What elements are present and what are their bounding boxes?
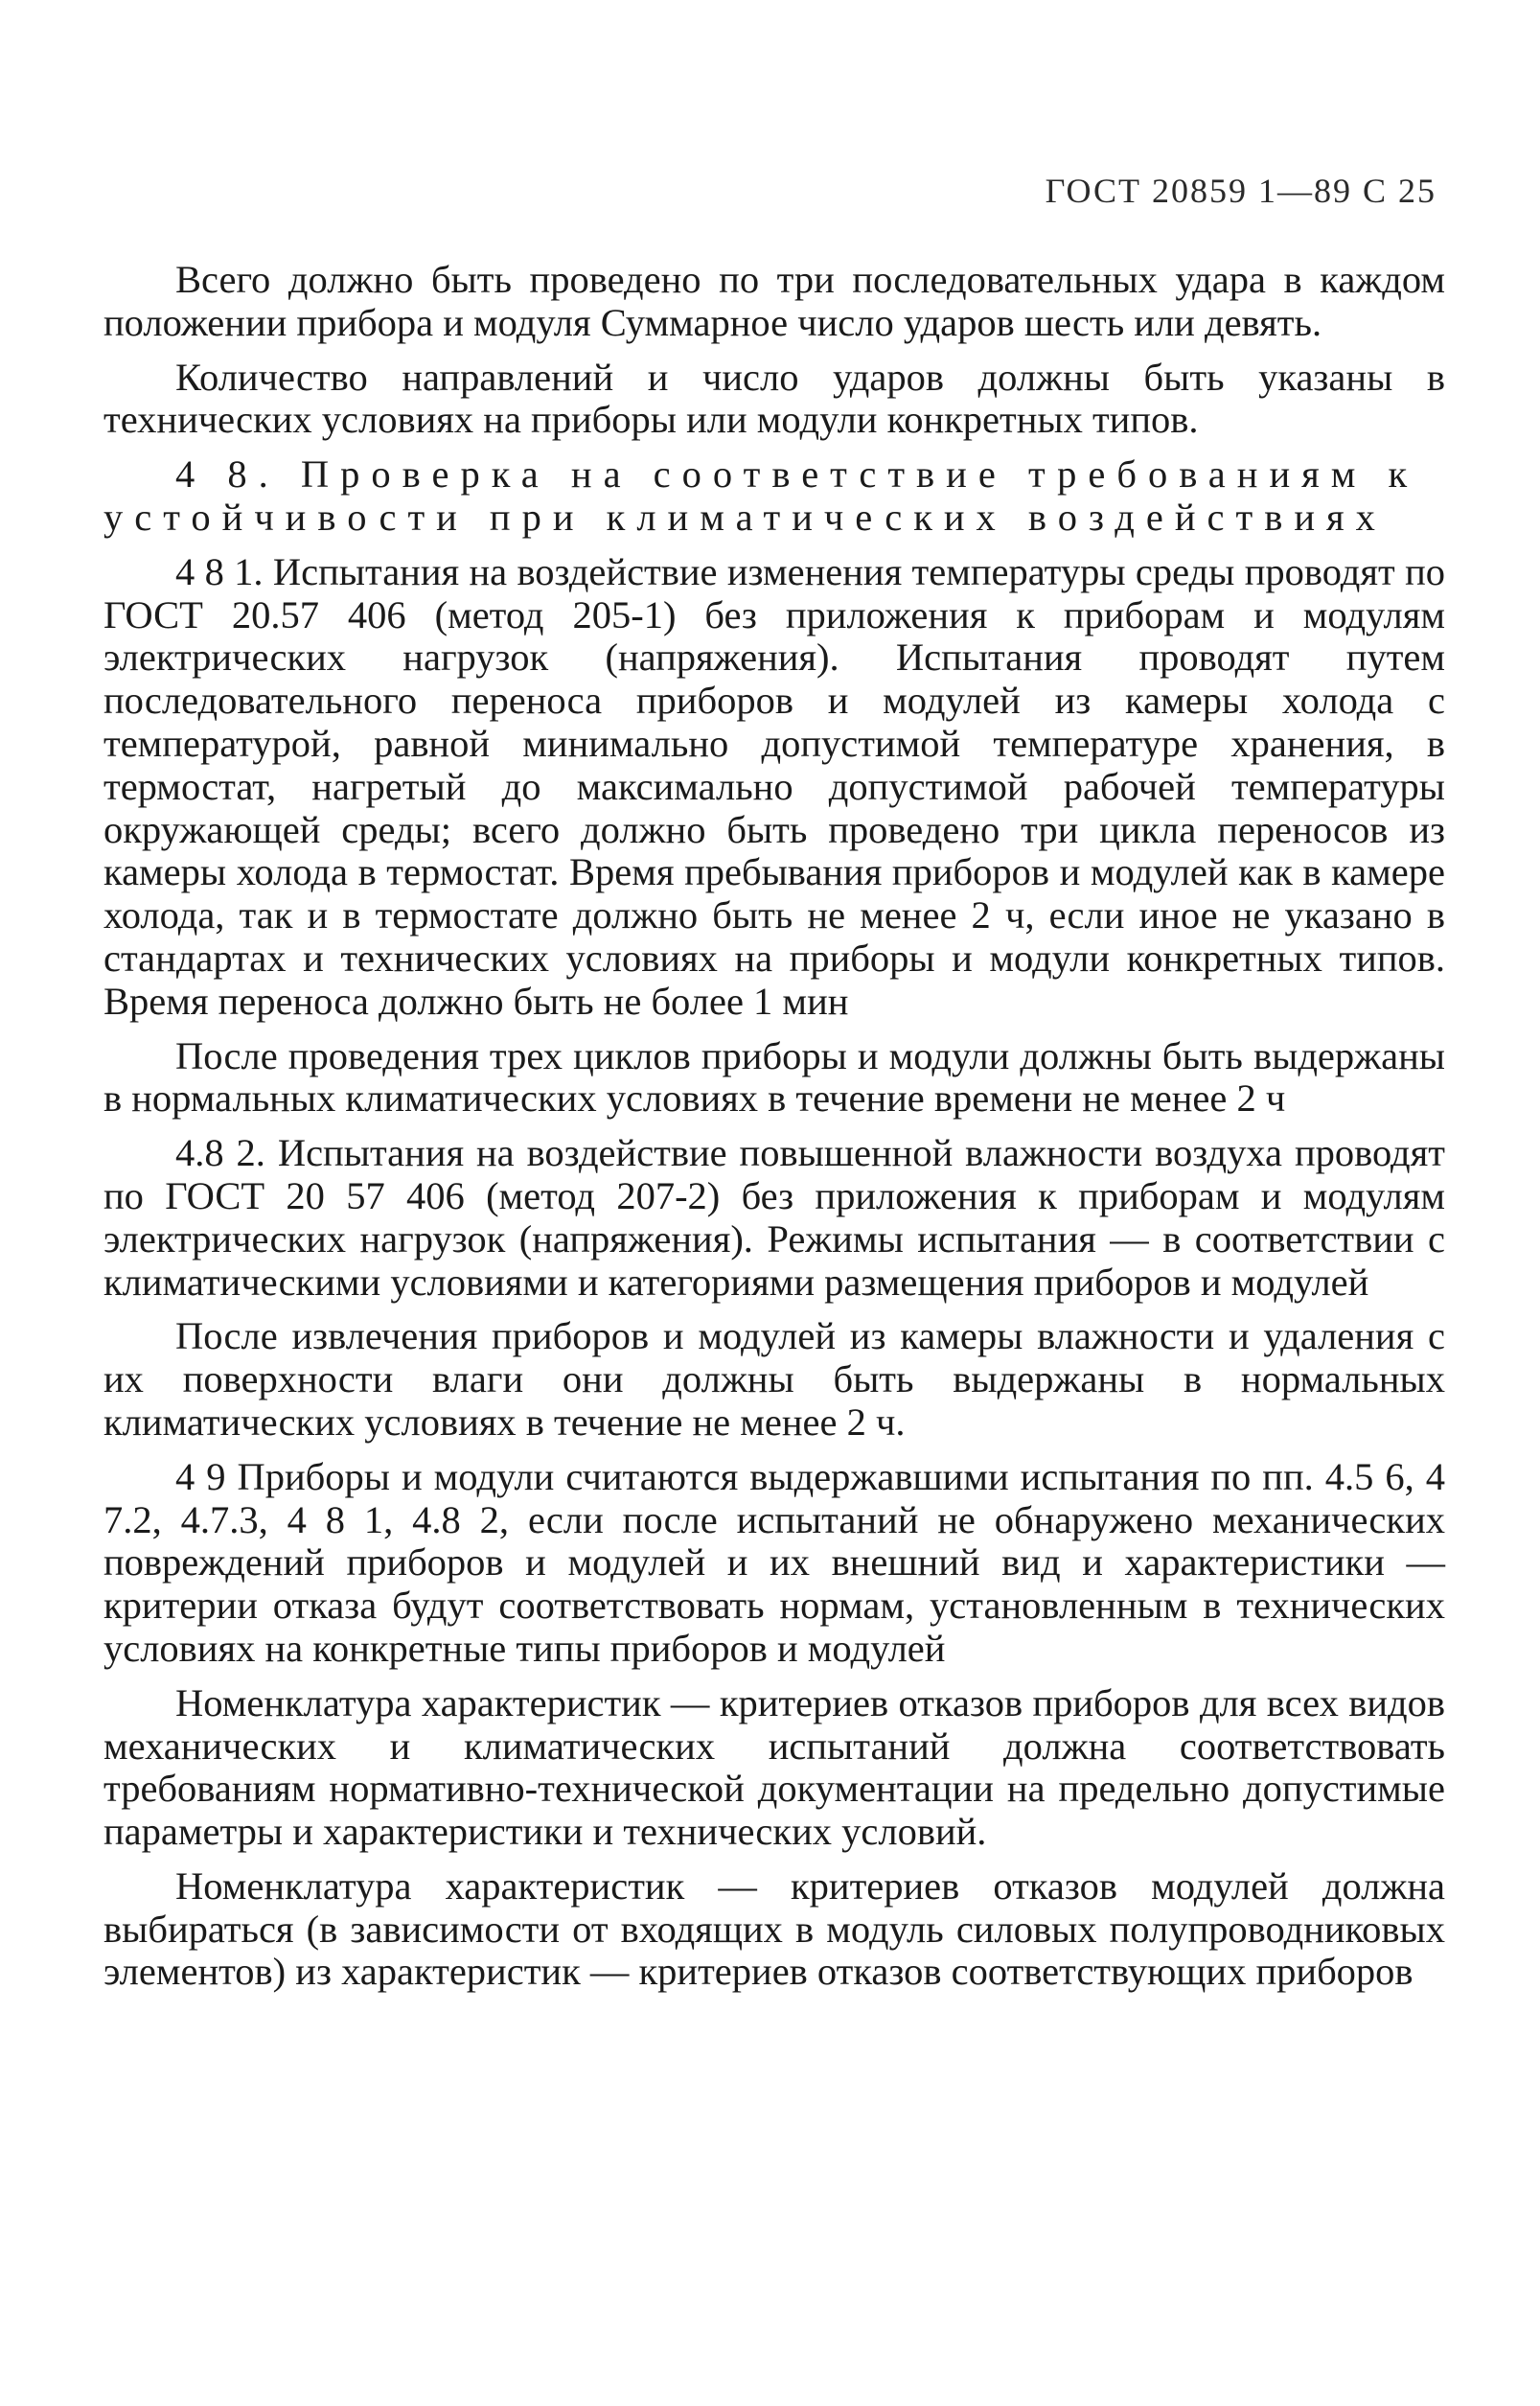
paragraph: Номенклатура характеристик — критериев отказов приборов для всех видов механических и климатических испытаний должна соответствовать требованиям нормативно-технической документации на предельно допустимые параметры и характеристики и технических условий. [103,1680,1445,1854]
paragraph: 4 9 Приборы и модули считаются выдержавшими испытания по пп. 4.5 6, 4 7.2, 4.7.3, 4 8 1, 4.8 2, если после испытаний не обнаружено механических повреждений приборов и модулей и их внешний вид и характеристики — критерии отказа будут соответствовать нормам, установленным в технических условиях на конкретные типы приборов и модулей [103,1454,1445,1670]
paragraph: 4 8 1. Испытания на воздействие изменения температуры среды проводят по ГОСТ 20.57 406 (метод 205-1) без приложения к приборам и модулям электрических нагрузок (напряжения). Испытания проводят путем последовательного переноса приборов и модулей из камеры холода с температурой, равной минимально допустимой температуре хранения, в термостат, нагретый до максимально допустимой рабочей температуры окружающей среды; всего должно быть проведено три цикла переносов из камеры холода в термостат. Время пребывания приборов и модулей как в камере холода, так и в термостате должно быть не менее 2 ч, если иное не указано в стандартах и технических условиях на приборы и модули конкретных типов. Время переноса должно быть не более 1 мин [103,549,1445,1023]
paragraph: Количество направлений и число ударов должны быть указаны в технических условиях на приборы или модули конкретных типов. [103,355,1445,442]
section-heading: 4 8. Проверка на соответствие требованиям к устойчивости при климатических воздействиях [103,452,1419,539]
paragraph: Номенклатура характеристик — критериев отказов модулей должна выбираться (в зависимости от входящих в модуль силовых полупроводниковых элементов) из характеристик — критериев отказов соответствующих приборов [103,1863,1445,1994]
paragraph: 4.8 2. Испытания на воздействие повышенной влажности воздуха проводят по ГОСТ 20 57 406 (метод 207-2) без приложения к приборам и модулям электрических нагрузок (напряжения). Режимы испытания — в соответствии с климатическими условиями и категориями размещения приборов и модулей [103,1131,1445,1304]
page-header: ГОСТ 20859 1—89 С 25 [1045,172,1437,210]
body-text [103,259,1445,2005]
paragraph: После извлечения приборов и модулей из камеры влажности и удаления с их поверхности влаги они должны быть выдержаны в нормальных климатических условиях в течение не менее 2 ч. [103,1314,1445,1444]
paragraph: После проведения трех циклов приборы и модули должны быть выдержаны в нормальных климатических условиях в течение времени не менее 2 ч [103,1033,1445,1121]
paragraph: Всего должно быть проведено по три последовательных удара в каждом положении прибора и модуля Суммарное число ударов шесть или девять. [103,258,1445,344]
